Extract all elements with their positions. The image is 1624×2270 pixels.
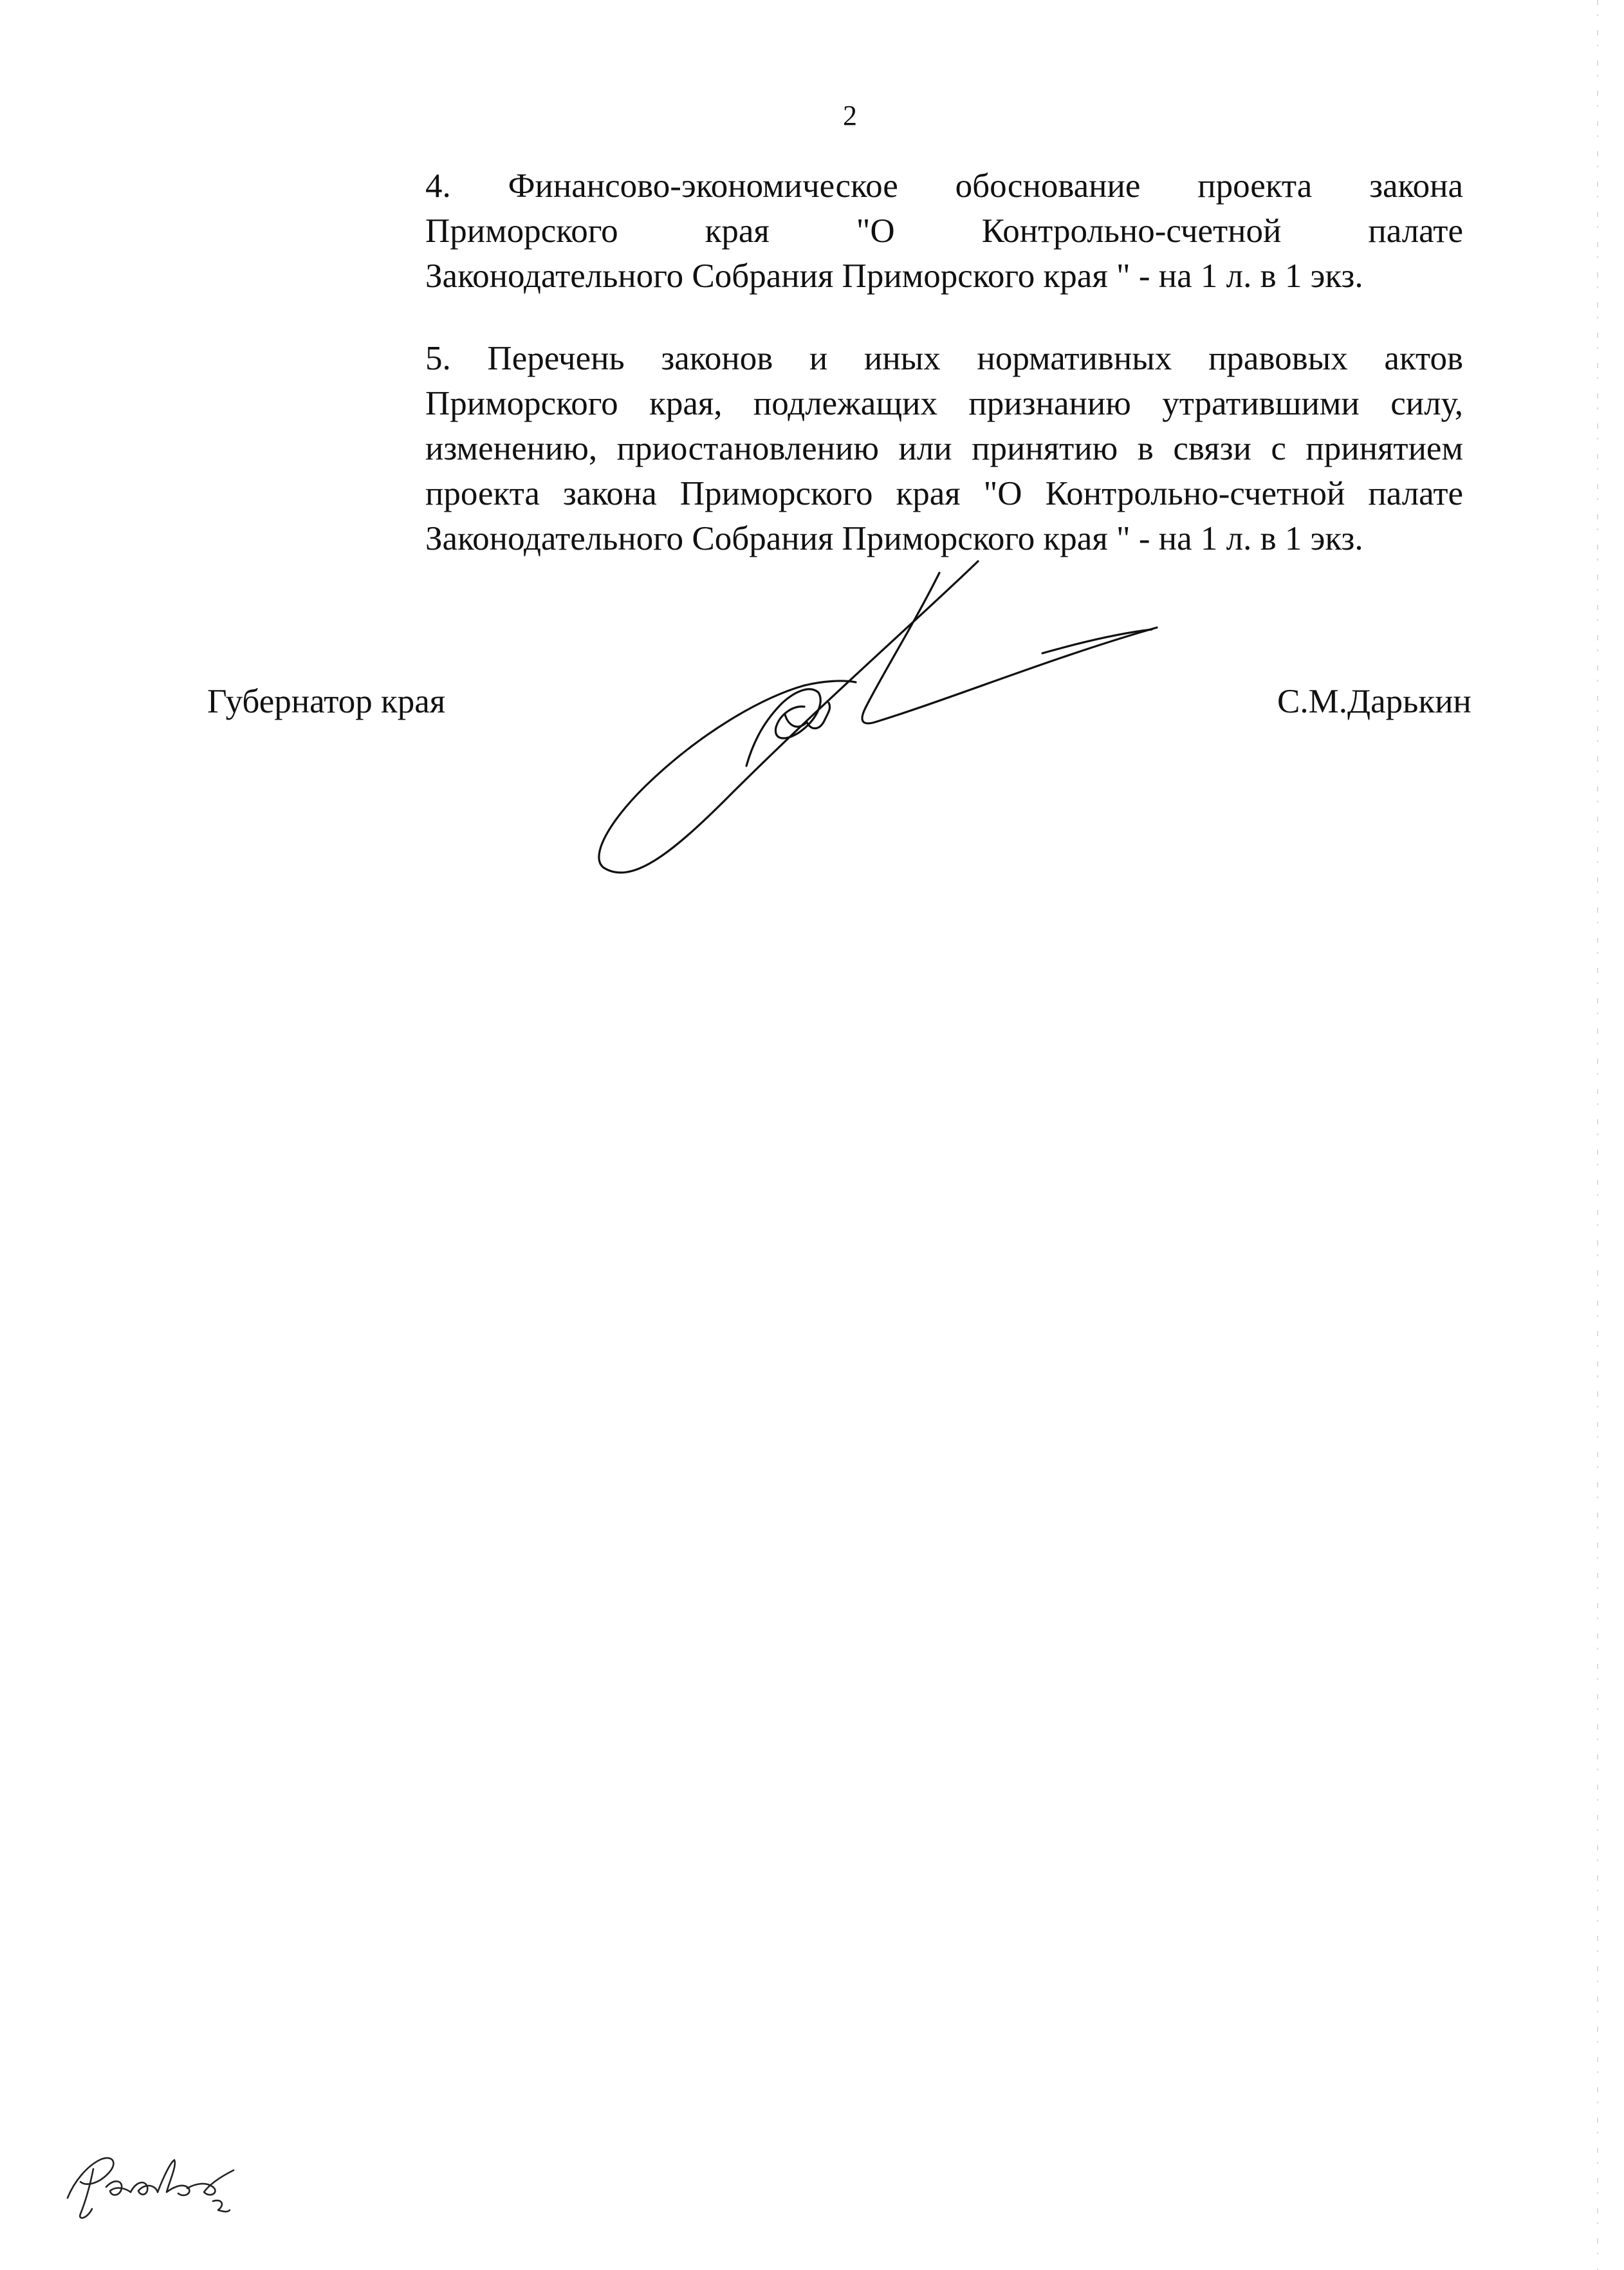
handwritten-initials-icon [61,2137,254,2227]
item-4-line-1: 4. Финансово-экономическое обоснование проекта закона [425,167,1463,205]
item-5-line-2: Приморского края, подлежащих признанию утратившими силу, [425,385,1463,422]
signer-title: Губернатор края [207,683,446,720]
list-item-4 [425,163,1463,299]
item-5-line-3: изменению, приостановлению или принятию в связи с принятием [425,430,1463,467]
item-4-line-2: Приморского края "О Контрольно-счетной палате [425,212,1463,250]
list-item-5 [425,336,1463,561]
signer-name: С.М.Дарькин [1277,683,1472,720]
item-4-line-3: Законодательного Собрания Приморского края " - на 1 л. в 1 экз. [425,257,1363,295]
item-5-line-4: проекта закона Приморского края "О Контрольно-счетной палате [425,475,1463,512]
item-5-line-1: 5. Перечень законов и иных нормативных правовых актов [425,340,1463,377]
handwritten-signature-icon [592,554,1158,888]
page-number: 2 [843,100,857,131]
item-5-line-5: Законодательного Собрания Приморского края " - на 1 л. в 1 экз. [425,520,1363,557]
scan-edge-noise [1594,0,1601,2270]
